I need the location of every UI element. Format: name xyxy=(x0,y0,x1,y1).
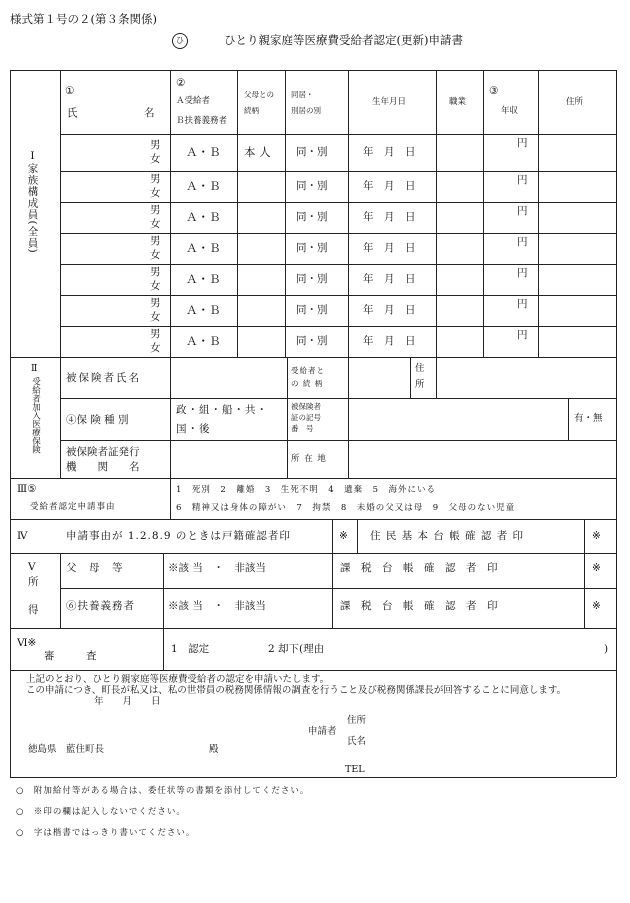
cohabit-option[interactable]: 同・別 xyxy=(296,334,328,347)
vline-name xyxy=(170,70,171,357)
cohabit-option[interactable]: 同・別 xyxy=(296,272,328,285)
vline-s3 xyxy=(170,478,171,519)
vline-s2-yesno xyxy=(568,398,569,440)
section4-roman: Ⅳ xyxy=(17,530,28,542)
section6-roman: Ⅵ※ xyxy=(17,637,37,649)
tel-label: TEL xyxy=(345,764,365,775)
insurance-types-b[interactable]: 国・後 xyxy=(176,423,211,435)
dob-cell[interactable]: 年 月 日 xyxy=(363,303,416,316)
address-label-a: 住 xyxy=(415,363,425,374)
sex-male-option[interactable]: 男 xyxy=(150,138,161,151)
income-yen-unit: 円 xyxy=(517,205,528,217)
applicant-name-label: 氏名 xyxy=(347,736,367,747)
header-address: 住所 xyxy=(566,97,584,107)
sex-female-option[interactable]: 女 xyxy=(150,310,161,323)
sex-male-option[interactable]: 男 xyxy=(150,296,161,309)
dob-cell[interactable]: 年 月 日 xyxy=(363,241,416,254)
issuer-label-a: 被保険者証発行 xyxy=(66,446,140,458)
dob-cell[interactable]: 年 月 日 xyxy=(363,145,416,158)
sex-female-option[interactable]: 女 xyxy=(150,152,161,165)
dob-cell[interactable]: 年 月 日 xyxy=(363,272,416,285)
note-item: ○ 附加給付等がある場合は、委任状等の書類を添付してください。 xyxy=(16,786,310,796)
declaration-line2: この申請につき、町長が私又は、私の世帯員の税務関係情報の調査を行うこと及び税務関係課長が回答することに同意します。 xyxy=(26,685,567,696)
header-recipient: Ａ受給者 xyxy=(176,96,211,106)
vline-s6 xyxy=(163,628,164,670)
cohabit-option[interactable]: 同・別 xyxy=(296,241,328,254)
form-number: 様式第１号の２(第３条関係) xyxy=(10,12,157,26)
reasons-line1[interactable]: 1 死別 2 離婚 3 生死不明 4 遺棄 5 海外にいる xyxy=(176,485,437,495)
relation-cell[interactable]: 本 人 xyxy=(244,144,271,159)
header-supporter: Ｂ扶養義務者 xyxy=(176,116,228,126)
parent-label: 父 母 等 xyxy=(66,562,124,574)
line-s1-header xyxy=(60,134,616,135)
section2-label: 受給者加入医療保険 xyxy=(30,377,41,454)
vline-ab xyxy=(237,70,238,357)
line-row2 xyxy=(60,202,616,203)
form-mark: ひ xyxy=(176,36,184,45)
review-reject[interactable]: 2 却下(理由 xyxy=(268,643,325,655)
line-s6-end xyxy=(10,670,616,671)
sex-female-option[interactable]: 女 xyxy=(150,248,161,261)
sex-male-option[interactable]: 男 xyxy=(150,172,161,185)
note-item: ○ ※印の欄は記入しないでください。 xyxy=(16,807,186,817)
sex-female-option[interactable]: 女 xyxy=(150,279,161,292)
recipient-type-option[interactable]: Ａ・Ｂ xyxy=(186,144,221,159)
header-dob: 生年月日 xyxy=(372,97,407,107)
dob-cell[interactable]: 年 月 日 xyxy=(363,179,416,192)
header-income: 年収 xyxy=(501,106,519,116)
vline-s5-label xyxy=(60,553,61,628)
header-job: 職業 xyxy=(449,97,467,107)
sex-male-option[interactable]: 男 xyxy=(150,327,161,340)
recipient-type-option[interactable]: Ａ・Ｂ xyxy=(186,178,221,193)
vline-income xyxy=(538,70,539,357)
insured-name-label: 被保険者氏名 xyxy=(66,372,141,384)
header-circle-1: ① xyxy=(65,85,75,97)
line-s3-end xyxy=(10,519,616,520)
line-row4 xyxy=(60,264,616,265)
line-s2-end xyxy=(10,478,616,479)
income-status-1[interactable]: ※該 当 ・ 非該当 xyxy=(168,562,266,574)
form-mark-icon xyxy=(172,33,188,49)
insurance-type-label: ④保 険 種 別 xyxy=(66,414,129,426)
cohabit-option[interactable]: 同・別 xyxy=(296,303,328,316)
dob-cell[interactable]: 年 月 日 xyxy=(363,334,416,347)
cohabit-option[interactable]: 同・別 xyxy=(296,145,328,158)
vline-s2-addr2 xyxy=(436,357,437,398)
income-status-2[interactable]: ※該 当 ・ 非該当 xyxy=(168,600,266,612)
addressee: 徳島県 藍住町長 xyxy=(28,744,105,755)
reasons-line2[interactable]: 6 精神又は身体の障がい 7 拘禁 8 未婚の父又は母 9 父母のない児童 xyxy=(176,503,516,513)
cohabit-option[interactable]: 同・別 xyxy=(296,179,328,192)
insurance-types-a[interactable]: 政・組・船・共・ xyxy=(176,404,268,416)
recipient-type-option[interactable]: Ａ・Ｂ xyxy=(186,302,221,317)
section4-mark: ※ xyxy=(339,530,348,542)
address-label-b: 所 xyxy=(415,379,425,390)
vline-s2-mid xyxy=(287,357,288,478)
line-s4-end xyxy=(10,553,616,554)
line-row5 xyxy=(60,295,616,296)
sex-female-option[interactable]: 女 xyxy=(150,217,161,230)
card-label-b: 証の記号 xyxy=(291,413,321,422)
header-cohabit-b: 別居の別 xyxy=(291,106,321,115)
supporter-label: ⑥扶養義務者 xyxy=(66,600,135,612)
section5-label-b: 得 xyxy=(28,604,39,616)
sex-male-option[interactable]: 男 xyxy=(150,203,161,216)
declaration-date[interactable]: 年 月 日 xyxy=(94,696,161,707)
header-relation-a: 父母との xyxy=(244,90,274,99)
vline-s4-c xyxy=(584,519,585,553)
issuer-label-b: 機 関 名 xyxy=(66,461,140,473)
income-yen-unit: 円 xyxy=(517,137,528,149)
card-label-c: 番 号 xyxy=(291,424,314,433)
vline-s2-rel xyxy=(348,357,349,478)
header-cohabit-a: 同居・ xyxy=(291,90,314,99)
line-s2-row1 xyxy=(60,398,616,399)
addressee-honorific: 殿 xyxy=(209,744,219,755)
family-register-label: 申請事由が 1.2.8.9 のときは戸籍確認者印 xyxy=(66,530,291,542)
section3-label: 受給者認定申請事由 xyxy=(30,502,116,512)
yes-no-option[interactable]: 有・無 xyxy=(574,413,603,424)
frame-bottom xyxy=(10,777,616,778)
sex-male-option[interactable]: 男 xyxy=(150,234,161,247)
section3-roman: Ⅲ⑤ xyxy=(17,483,37,495)
dob-cell[interactable]: 年 月 日 xyxy=(363,210,416,223)
line-s1-end xyxy=(10,357,616,358)
recipient-type-option[interactable]: Ａ・Ｂ xyxy=(186,209,221,224)
income-yen-unit: 円 xyxy=(517,267,528,279)
line-row3 xyxy=(60,233,616,234)
header-relation-b: 続柄 xyxy=(244,106,259,115)
vline-cohabit xyxy=(348,70,349,357)
frame-top xyxy=(10,70,616,71)
declaration-line1: 上記のとおり、ひとり親家庭等医療費受給者の認定を申請いたします。 xyxy=(26,674,330,685)
note-item: ○ 字は楷書ではっきり書いてください。 xyxy=(16,828,196,838)
income-yen-unit: 円 xyxy=(517,236,528,248)
review-label: 審 査 xyxy=(44,650,97,662)
header-name-a: 氏 xyxy=(67,107,78,119)
line-s5-mid xyxy=(60,588,616,589)
line-row1 xyxy=(60,171,616,172)
section5-label-a: 所 xyxy=(28,576,39,588)
applicant-label: 申請者 xyxy=(308,726,337,737)
review-approve[interactable]: 1 認定 xyxy=(171,643,210,655)
section5-mark-a: ※ xyxy=(592,562,601,574)
vline-s2-name xyxy=(170,357,171,478)
line-s5-end xyxy=(10,628,616,629)
line-s2-row2 xyxy=(60,440,616,441)
vline-s5-b xyxy=(332,553,333,628)
vline-s4-b xyxy=(357,519,358,553)
applicant-address-label: 住所 xyxy=(347,715,367,726)
tax-register-label-2: 課 税 台 帳 確 認 者 印 xyxy=(340,600,498,612)
income-yen-unit: 円 xyxy=(517,298,528,310)
vline-s5-a xyxy=(163,553,164,628)
sex-female-option[interactable]: 女 xyxy=(150,186,161,199)
line-row6 xyxy=(60,326,616,327)
vline-s5-c xyxy=(584,553,585,628)
review-close-paren: ) xyxy=(604,643,609,655)
income-yen-unit: 円 xyxy=(517,174,528,186)
relation-label-b: の 続 柄 xyxy=(291,379,324,388)
sex-male-option[interactable]: 男 xyxy=(150,265,161,278)
relation-label-a: 受給者と xyxy=(291,366,325,375)
vline-s1-label xyxy=(60,70,61,357)
vline-dob xyxy=(436,70,437,357)
form-title: ひとり親家庭等医療費受給者認定(更新)申請書 xyxy=(224,33,463,47)
recipient-type-option[interactable]: Ａ・Ｂ xyxy=(186,333,221,348)
cohabit-option[interactable]: 同・別 xyxy=(296,210,328,223)
header-circle-3: ③ xyxy=(489,85,499,97)
vline-s2-label xyxy=(60,357,61,478)
vline-s4-a xyxy=(332,519,333,553)
location-label: 所 在 地 xyxy=(291,454,327,464)
section5-mark-b: ※ xyxy=(592,600,601,612)
vline-s2-addr xyxy=(410,357,411,398)
recipient-type-option[interactable]: Ａ・Ｂ xyxy=(186,240,221,255)
section2-roman: Ⅱ xyxy=(31,363,38,374)
frame-right xyxy=(616,70,617,777)
sex-female-option[interactable]: 女 xyxy=(150,341,161,354)
tax-register-label-1: 課 税 台 帳 確 認 者 印 xyxy=(340,562,498,574)
income-yen-unit: 円 xyxy=(517,329,528,341)
vline-job xyxy=(483,70,484,357)
section1-label: Ⅰ家族構成員(全員) xyxy=(26,150,39,254)
header-circle-2: ② xyxy=(176,77,186,89)
section4-mark2: ※ xyxy=(592,530,601,542)
section5-roman: Ⅴ xyxy=(28,561,36,573)
header-name-b: 名 xyxy=(144,107,155,119)
recipient-type-option[interactable]: Ａ・Ｂ xyxy=(186,271,221,286)
vline-relation xyxy=(285,70,286,357)
resident-register-label: 住 民 基 本 台 帳 確 認 者 印 xyxy=(370,530,525,542)
card-label-a: 被保険者 xyxy=(291,402,321,411)
